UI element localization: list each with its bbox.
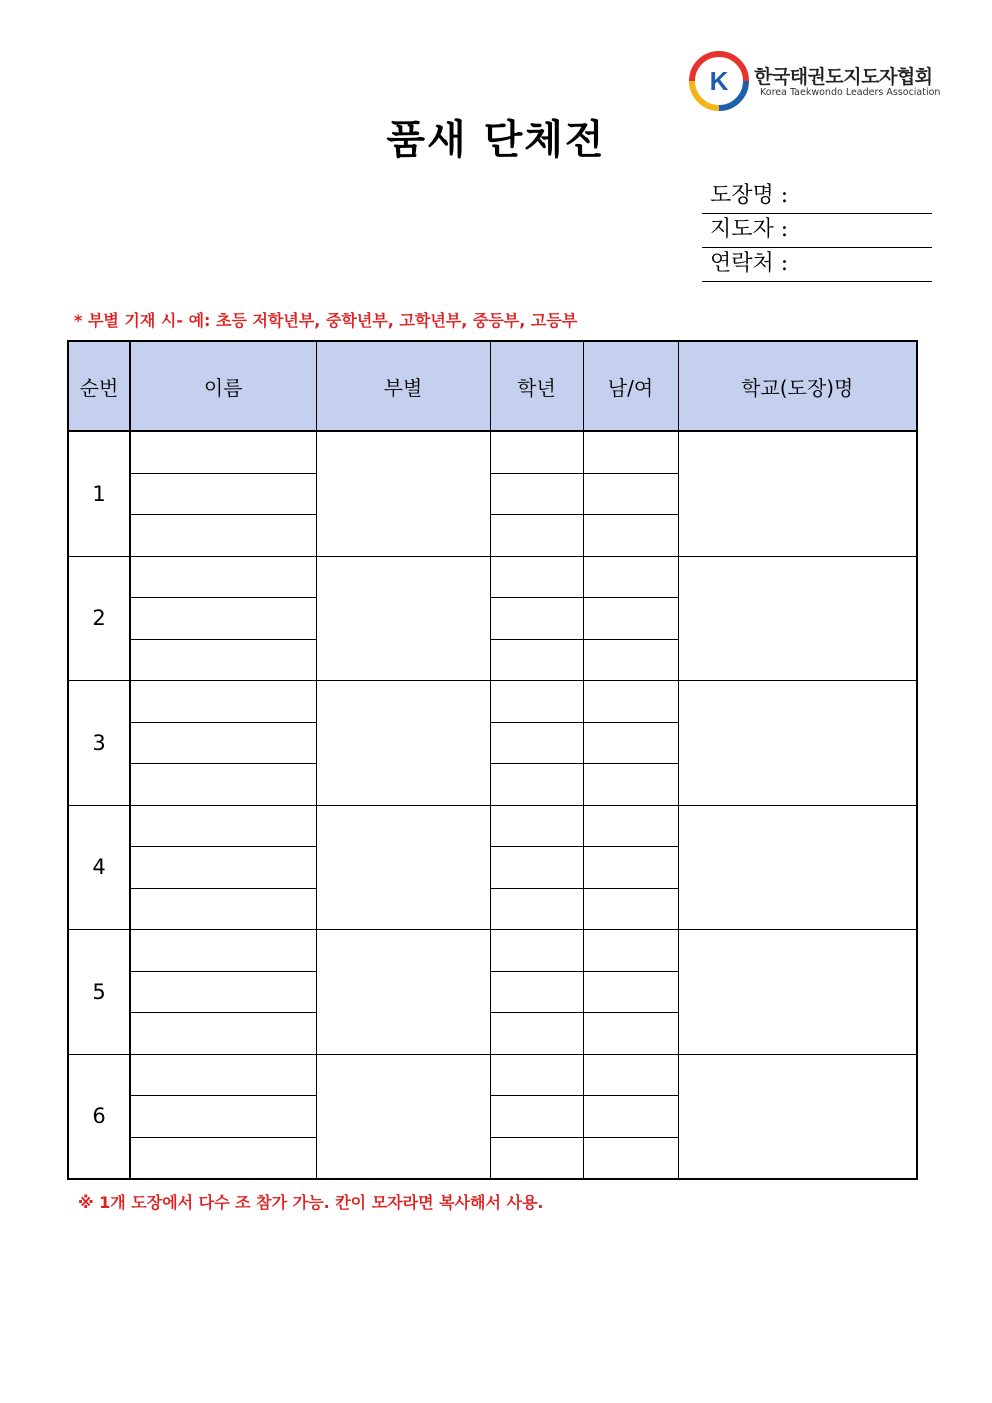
- gender-cell[interactable]: [583, 805, 678, 847]
- seq-number: 6: [68, 1054, 130, 1179]
- name-cell[interactable]: [130, 805, 316, 847]
- division-cell[interactable]: [316, 681, 490, 806]
- grade-cell[interactable]: [490, 431, 583, 473]
- logo-name-english: Korea Taekwondo Leaders Association: [760, 87, 941, 98]
- school-cell[interactable]: [678, 930, 917, 1055]
- school-cell[interactable]: [678, 805, 917, 930]
- grade-cell[interactable]: [490, 971, 583, 1013]
- grade-cell[interactable]: [490, 722, 583, 764]
- name-cell[interactable]: [130, 971, 316, 1013]
- name-cell[interactable]: [130, 1054, 316, 1096]
- gender-cell[interactable]: [583, 888, 678, 930]
- gender-cell[interactable]: [583, 431, 678, 473]
- gender-cell[interactable]: [583, 1054, 678, 1096]
- logo-emblem-icon: [688, 50, 750, 112]
- header-division: 부별: [316, 341, 490, 431]
- name-cell[interactable]: [130, 639, 316, 681]
- name-cell[interactable]: [130, 556, 316, 598]
- grade-cell[interactable]: [490, 1137, 583, 1179]
- school-cell[interactable]: [678, 681, 917, 806]
- seq-number: 5: [68, 930, 130, 1055]
- gender-cell[interactable]: [583, 598, 678, 640]
- table-row: [68, 681, 917, 723]
- division-cell[interactable]: [316, 930, 490, 1055]
- svg-text:K: K: [709, 66, 729, 96]
- grade-cell[interactable]: [490, 473, 583, 515]
- name-cell[interactable]: [130, 1096, 316, 1138]
- division-cell[interactable]: [316, 431, 490, 556]
- gender-cell[interactable]: [583, 930, 678, 972]
- gender-cell[interactable]: [583, 681, 678, 723]
- contact-field[interactable]: 연락처 :: [702, 248, 932, 282]
- bottom-note: ※ 1개 도장에서 다수 조 참가 가능. 칸이 모자라면 복사해서 사용.: [78, 1193, 544, 1212]
- gender-cell[interactable]: [583, 971, 678, 1013]
- table-body: [68, 431, 917, 1179]
- grade-cell[interactable]: [490, 805, 583, 847]
- header-gender: 남/여: [583, 341, 678, 431]
- gender-cell[interactable]: [583, 722, 678, 764]
- grade-cell[interactable]: [490, 1054, 583, 1096]
- name-cell[interactable]: [130, 598, 316, 640]
- grade-cell[interactable]: [490, 639, 583, 681]
- entry-table: [67, 340, 918, 1180]
- name-cell[interactable]: [130, 515, 316, 557]
- division-cell[interactable]: [316, 1054, 490, 1179]
- name-cell[interactable]: [130, 847, 316, 889]
- grade-cell[interactable]: [490, 556, 583, 598]
- grade-cell[interactable]: [490, 1096, 583, 1138]
- gender-cell[interactable]: [583, 1013, 678, 1055]
- table-header-row: [68, 341, 917, 431]
- division-cell[interactable]: [316, 556, 490, 681]
- gender-cell[interactable]: [583, 473, 678, 515]
- division-cell[interactable]: [316, 805, 490, 930]
- gender-cell[interactable]: [583, 556, 678, 598]
- name-cell[interactable]: [130, 473, 316, 515]
- grade-cell[interactable]: [490, 930, 583, 972]
- table-row: [68, 431, 917, 473]
- header-seq: 순번: [68, 341, 130, 431]
- seq-number: 2: [68, 556, 130, 681]
- seq-number: 4: [68, 805, 130, 930]
- gender-cell[interactable]: [583, 515, 678, 557]
- name-cell[interactable]: [130, 722, 316, 764]
- association-logo: [688, 50, 948, 110]
- name-cell[interactable]: [130, 1013, 316, 1055]
- grade-cell[interactable]: [490, 888, 583, 930]
- table-row: [68, 930, 917, 972]
- name-cell[interactable]: [130, 431, 316, 473]
- page-title: 품새 단체전: [386, 117, 606, 163]
- grade-cell[interactable]: [490, 847, 583, 889]
- division-note: * 부별 기재 시- 예: 초등 저학년부, 중학년부, 고학년부, 중등부, 고등부: [74, 311, 578, 330]
- gender-cell[interactable]: [583, 847, 678, 889]
- name-cell[interactable]: [130, 764, 316, 806]
- leader-field[interactable]: 지도자 :: [702, 214, 932, 248]
- gender-cell[interactable]: [583, 1137, 678, 1179]
- info-block: [702, 180, 932, 282]
- gender-cell[interactable]: [583, 639, 678, 681]
- name-cell[interactable]: [130, 681, 316, 723]
- gender-cell[interactable]: [583, 1096, 678, 1138]
- header-grade: 학년: [490, 341, 583, 431]
- table-row: [68, 1054, 917, 1096]
- logo-name-korean: 한국태권도지도자협회: [754, 66, 933, 88]
- grade-cell[interactable]: [490, 1013, 583, 1055]
- school-cell[interactable]: [678, 1054, 917, 1179]
- table-row: [68, 556, 917, 598]
- seq-number: 3: [68, 681, 130, 806]
- grade-cell[interactable]: [490, 598, 583, 640]
- school-cell[interactable]: [678, 431, 917, 556]
- grade-cell[interactable]: [490, 681, 583, 723]
- table-row: [68, 805, 917, 847]
- seq-number: 1: [68, 431, 130, 556]
- dojang-name-field[interactable]: 도장명 :: [702, 180, 932, 214]
- header-school: 학교(도장)명: [678, 341, 917, 431]
- name-cell[interactable]: [130, 1137, 316, 1179]
- name-cell[interactable]: [130, 930, 316, 972]
- grade-cell[interactable]: [490, 764, 583, 806]
- header-name: 이름: [130, 341, 316, 431]
- gender-cell[interactable]: [583, 764, 678, 806]
- school-cell[interactable]: [678, 556, 917, 681]
- name-cell[interactable]: [130, 888, 316, 930]
- grade-cell[interactable]: [490, 515, 583, 557]
